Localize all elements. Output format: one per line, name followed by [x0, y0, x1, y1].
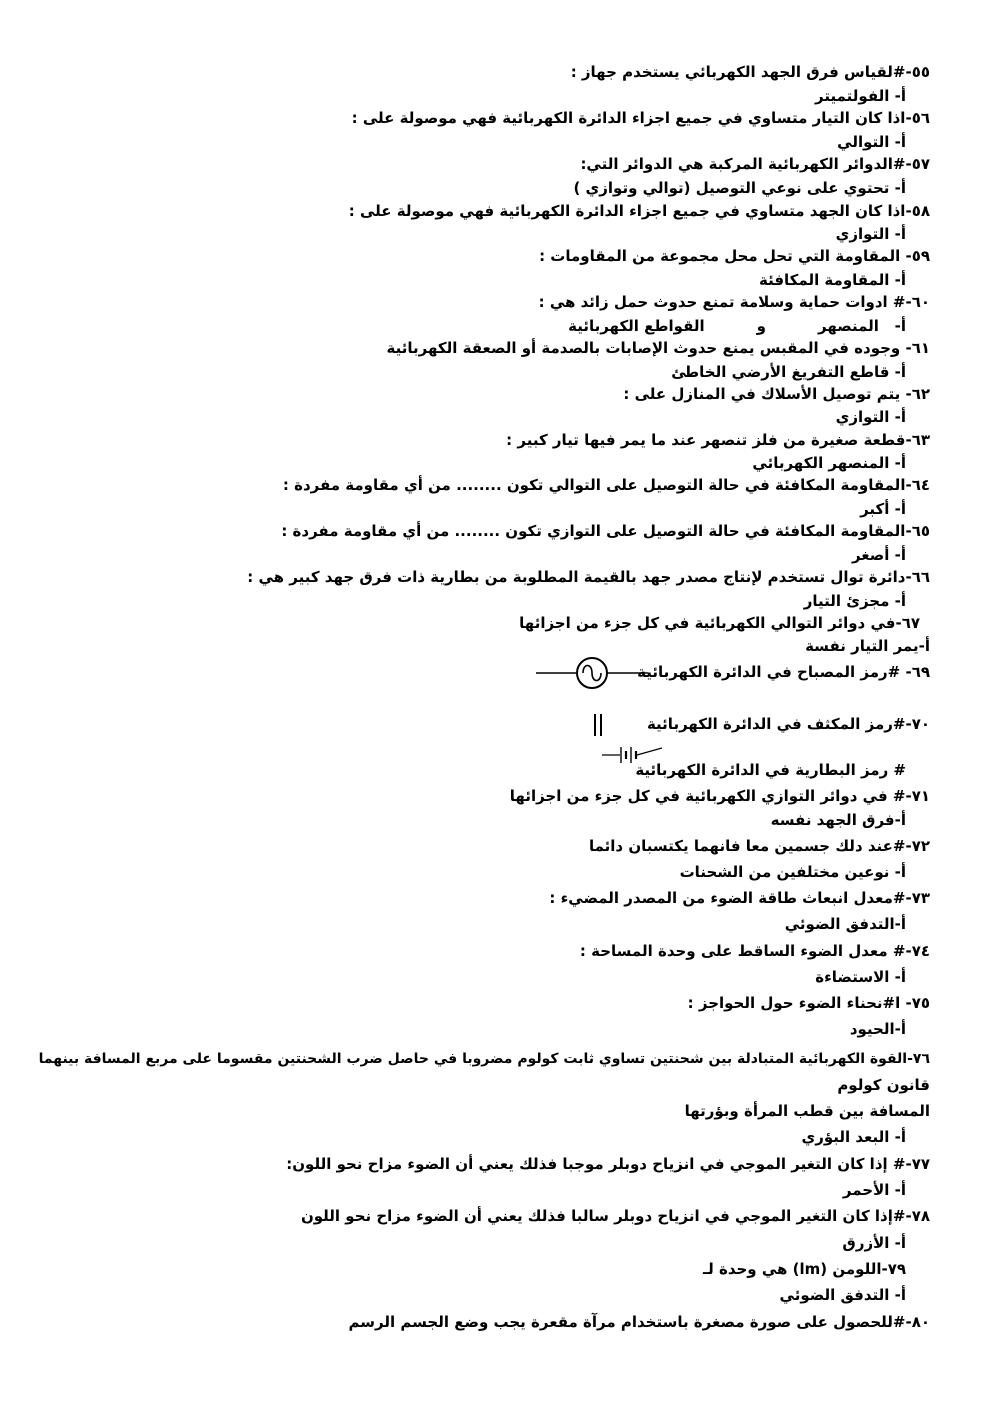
question-60: ٦٠-# ادوات حماية وسلامة تمنع حدوث حمل زائد هي : — [538, 293, 930, 311]
answer-78: أ- الأزرق — [842, 1234, 906, 1252]
question-80: ٨٠-#للحصول على صورة مصغرة باستخدام مرآة مقعرة يجب وضع الجسم الرسم — [348, 1313, 930, 1331]
question-55: ٥٥-#لقياس فرق الجهد الكهربائي يستخدم جهاز : — [570, 63, 930, 81]
question-64: ٦٤-المقاومة المكافئة في حالة التوصيل على التوالي تكون ........ من أي مقاومة مفردة : — [282, 476, 930, 494]
question-76: ٧٦-القوة الكهربائية المتبادلة بين شحنتين تساوي ثابت كولوم مضروبا في حاصل ضرب الشحنتين مقسوما على مربع المسافة بينهما — [38, 1051, 930, 1067]
answer-59: أ- المقاومة المكافئة — [758, 271, 906, 289]
answer-71: أ-فرق الجهد نفسه — [770, 811, 906, 829]
question-66: ٦٦-دائرة توال تستخدم لإنتاج مصدر جهد بالقيمة المطلوبة من بطارية ذات فرق جهد كبير هي : — [247, 568, 930, 586]
answer-72: أ- نوعين مختلفين من الشحنات — [679, 863, 906, 881]
answer-67: أ-يمر التيار نفسة — [805, 637, 930, 655]
question-56: ٥٦-اذا كان التيار متساوي في جميع اجزاء الدائرة الكهربائية فهي موصولة على : — [351, 109, 930, 127]
question-67: ٦٧-في دوائر التوالي الكهربائية في كل جزء من اجزائها — [519, 614, 920, 632]
answer-79: أ- التدفق الضوئي — [779, 1286, 906, 1304]
question-71: ٧١-# في دوائر التوازي الكهربائية في كل جزء من اجزائها — [509, 787, 930, 805]
lamp-symbol-icon — [536, 656, 648, 690]
question-78: ٧٨-#إذا كان التغير الموجي في انزياح دوبلر سالبا فذلك يعني أن الضوء مزاح نحو اللون — [300, 1207, 930, 1225]
answer-77: أ- الأحمر — [842, 1181, 906, 1199]
question-75: ٧٥- ا#نحناء الضوء حول الحواجز : — [687, 994, 930, 1012]
question-73: ٧٣-#معدل انبعاث طاقة الضوء من المصدر المضيء : — [549, 889, 930, 907]
question-59: ٥٩- المقاومة التي تحل محل مجموعة من المقاومات : — [539, 247, 930, 265]
battery-symbol-label: # رمز البطارية في الدائرة الكهربائية — [635, 761, 906, 779]
definition-focal-length: المسافة بين قطب المرأة وبؤرتها — [684, 1102, 930, 1120]
question-77: ٧٧-# إذا كان التغير الموجي في انزياح دوبلر موجبا فذلك يعني أن الضوء مزاح نحو اللون: — [286, 1155, 930, 1173]
answer-63: أ- المنصهر الكهربائي — [752, 454, 906, 472]
answer-60: أ- المنصهروالقواطع الكهربائية — [568, 317, 906, 335]
question-79: ٧٩-اللومن (lm) هي وحدة لـ — [703, 1260, 906, 1278]
answer-60-and: و — [756, 317, 766, 335]
question-74: ٧٤-# معدل الضوء الساقط على وحدة المساحة : — [579, 942, 930, 960]
answer-76: قانون كولوم — [837, 1076, 930, 1094]
answer-60-breakers: القواطع الكهربائية — [568, 317, 705, 335]
answer-73: أ-التدفق الضوئي — [784, 915, 906, 933]
capacitor-symbol-icon — [592, 712, 604, 738]
question-58: ٥٨-اذا كان الجهد متساوي في جميع اجزاء الدائرة الكهربائية فهي موصولة على : — [348, 202, 930, 220]
question-69: ٦٩- #رمز المصباح في الدائرة الكهربائية — [637, 663, 930, 681]
answer-focal-length: أ- البعد البؤري — [801, 1128, 906, 1146]
answer-64: أ- أكبر — [860, 500, 906, 518]
question-61: ٦١- وجوده في المقبس يمنع حدوث الإصابات بالصدمة أو الصعقة الكهربائية — [386, 339, 930, 357]
question-72: ٧٢-#عند دلك جسمين معا فانهما يكتسبان دائما — [588, 837, 930, 855]
answer-60-fuse: المنصهر — [817, 317, 879, 335]
answer-56: أ- التوالي — [837, 133, 906, 151]
answer-66: أ- مجزئ التيار — [803, 592, 906, 610]
answer-74: أ- الاستضاءة — [815, 968, 906, 986]
question-63: ٦٣-قطعة صغيرة من فلز تنصهر عند ما يمر فيها تيار كبير : — [506, 431, 930, 449]
question-65: ٦٥-المقاومة المكافئة في حالة التوصيل على التوازي تكون ........ من أي مقاومة مفردة : — [281, 522, 930, 540]
question-57: ٥٧-#الدوائر الكهربائية المركبة هي الدوائر التي: — [580, 155, 930, 173]
answer-58: أ- التوازي — [835, 225, 906, 243]
question-70: ٧٠-#رمز المكثف في الدائرة الكهربائية — [646, 715, 930, 733]
answer-55: أ- الفولتميتر — [815, 87, 906, 105]
answer-65: أ- أصغر — [851, 546, 906, 564]
answer-75: أ-الحيود — [849, 1020, 906, 1038]
answer-57: أ- تحتوي على نوعي التوصيل (توالي وتوازي ) — [573, 179, 906, 197]
answer-62: أ- التوازي — [835, 408, 906, 426]
question-62: ٦٢- يتم توصيل الأسلاك في المنازل على : — [623, 385, 930, 403]
answer-61: أ- قاطع التفريغ الأرضي الخاطئ — [671, 363, 906, 381]
